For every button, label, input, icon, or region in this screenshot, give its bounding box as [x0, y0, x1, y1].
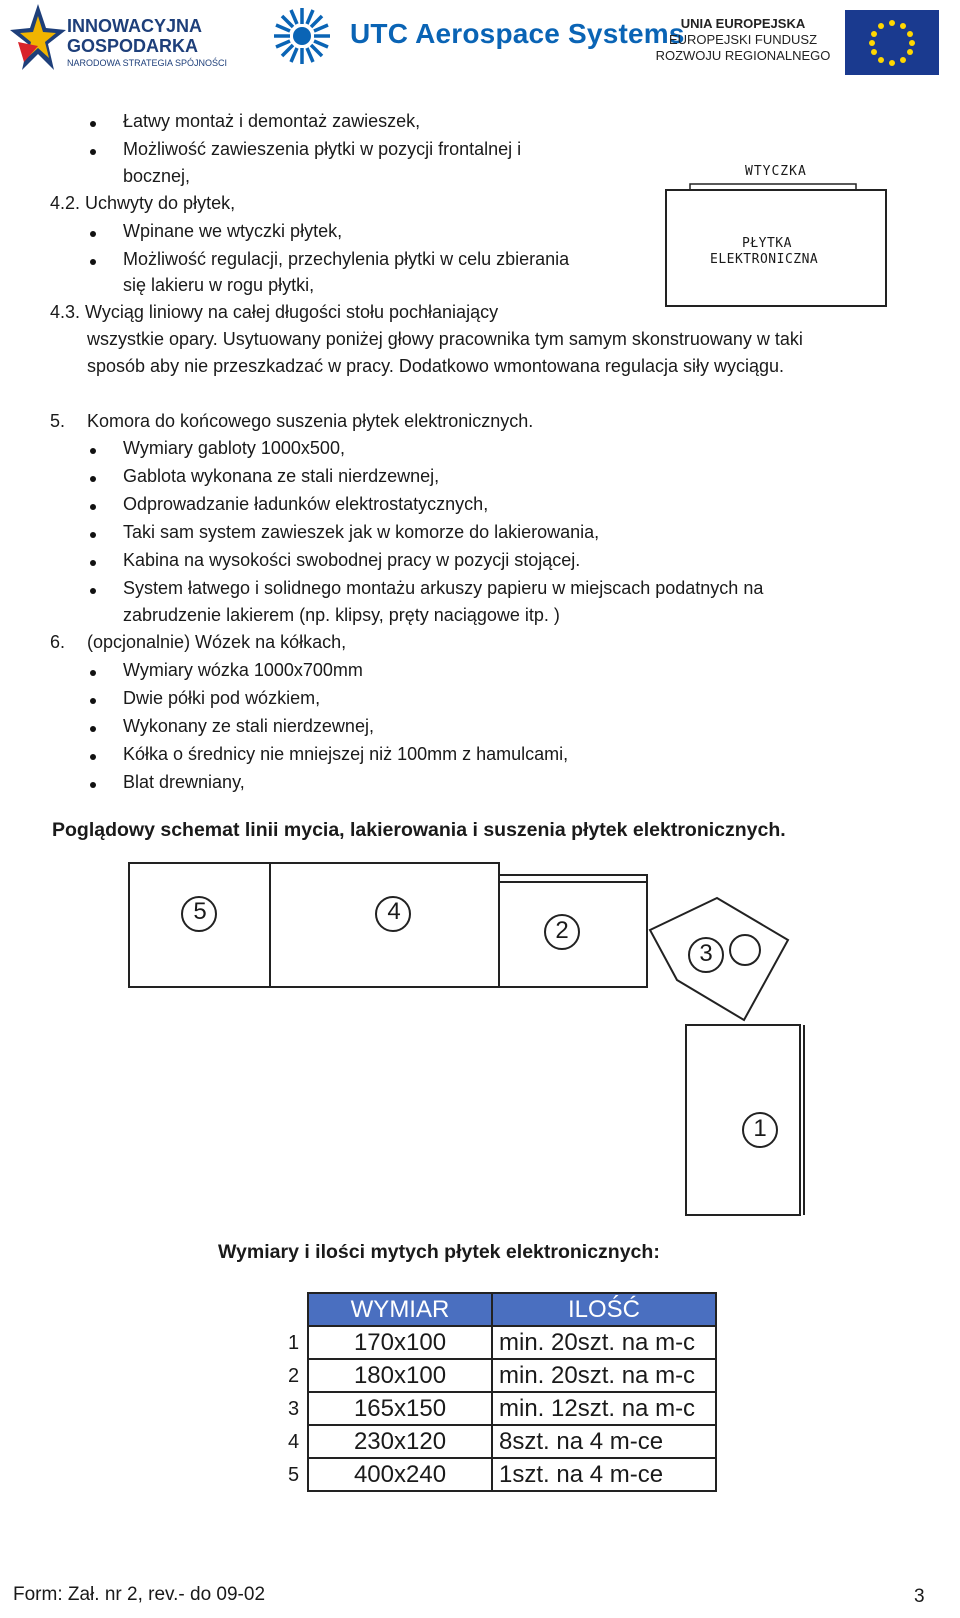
list-item: Wymiary gabloty 1000x500, [123, 438, 345, 458]
row-number: 1 [288, 1332, 300, 1354]
bullet-icon [90, 754, 96, 760]
schema-label-1: 1 [753, 1115, 767, 1142]
eu-logo-text [648, 16, 838, 64]
bullet-icon [90, 588, 96, 594]
logo-line-3: NARODOWA STRATEGIA SPÓJNOŚCI [67, 58, 228, 68]
plug-label: WTYCZKA [745, 164, 807, 179]
line-schema-diagram [120, 855, 820, 1225]
schema-title: Poglądowy schemat linii mycia, lakierowania i suszenia płytek elektronicznych. [52, 819, 786, 841]
cell-size: 230x120 [308, 1425, 492, 1458]
table-title: Wymiary i ilości mytych płytek elektronicznych: [218, 1241, 660, 1263]
list-item: Możliwość regulacji, przechylenia płytki w celu zbierania [123, 249, 570, 269]
list-item-continued: się lakieru w rogu płytki, [123, 275, 315, 295]
cell-qty: min. 20szt. na m-c [492, 1359, 716, 1392]
bullet-icon [90, 504, 96, 510]
schema-label-3: 3 [699, 940, 713, 967]
cell-size: 400x240 [308, 1458, 492, 1491]
table-row [308, 1458, 716, 1491]
list-item: Blat drewniany, [123, 772, 245, 792]
list-item: Gablota wykonana ze stali nierdzewnej, [123, 466, 440, 486]
row-number: 2 [288, 1365, 300, 1387]
list-item: System łatwego i solidnego montażu arkuszy papieru w miejscach podatnych na [123, 578, 764, 598]
innowacyjna-gospodarka-logo [5, 0, 235, 78]
bullet-icon [90, 149, 96, 155]
eu-line-3: ROZWOJU REGIONALNEGO [655, 48, 831, 63]
schema-label-5: 5 [193, 898, 207, 925]
bullet-icon [90, 670, 96, 676]
list-item: Taki sam system zawieszek jak w komorze do lakierowania, [123, 522, 600, 542]
list-item-continued: zabrudzenie lakierem (np. klipsy, pręty naciągowe itp. ) [123, 605, 560, 625]
cell-size: 180x100 [308, 1359, 492, 1392]
plate-label-2: ELEKTRONICZNA [710, 252, 819, 267]
list-item: Wymiary wózka 1000x700mm [123, 660, 363, 680]
eu-flag-icon [845, 10, 939, 75]
section-6-number: 6. [50, 632, 66, 652]
list-item: Kabina na wysokości swobodnej pracy w pozycji stojącej. [123, 550, 581, 570]
list-item: Łatwy montaż i demontaż zawieszek, [123, 111, 421, 131]
row-number: 4 [288, 1431, 300, 1453]
list-item: Dwie półki pod wózkiem, [123, 688, 321, 708]
star-logo-icon [8, 2, 68, 74]
bullet-icon [90, 726, 96, 732]
section-5-title: Komora do końcowego suszenia płytek elektronicznych. [87, 411, 534, 431]
list-item: Wykonany ze stali nierdzewnej, [123, 716, 374, 736]
plate-label-1: PŁYTKA [742, 236, 792, 251]
plate-plug-diagram [660, 160, 892, 310]
section-5-number: 5. [50, 411, 66, 431]
header-qty: ILOŚĆ [492, 1293, 716, 1326]
schema-label-2: 2 [555, 917, 569, 944]
list-item: Odprowadzanie ładunków elektrostatycznych, [123, 494, 489, 514]
page-number: 3 [914, 1586, 925, 1607]
cell-size: 170x100 [308, 1326, 492, 1359]
bullet-icon [90, 448, 96, 454]
cell-qty: min. 20szt. na m-c [492, 1326, 716, 1359]
cell-size: 165x150 [308, 1392, 492, 1425]
logo-line-1: INNOWACYJNA [67, 16, 203, 36]
bullet-icon [90, 259, 96, 265]
section-4-3-line2: wszystkie opary. Usytuowany poniżej głowy pracownika tym samym skonstruowany w taki [87, 329, 803, 349]
table-header-row [308, 1293, 716, 1326]
header-size: WYMIAR [308, 1293, 492, 1326]
list-item: Wpinane we wtyczki płytek, [123, 221, 343, 241]
section-6-title: (opcjonalnie) Wózek na kółkach, [87, 632, 347, 652]
table-row [308, 1392, 716, 1425]
list-item: Możliwość zawieszenia płytki w pozycji frontalnej i [123, 139, 522, 159]
cell-qty: min. 12szt. na m-c [492, 1392, 716, 1425]
section-4-3-line3: sposób aby nie przeszkadzać w pracy. Dodatkowo wmontowana regulacja siły wyciągu. [87, 356, 785, 376]
dimensions-table [307, 1292, 717, 1492]
bullet-icon [90, 121, 96, 127]
bullet-icon [90, 698, 96, 704]
bullet-icon [90, 476, 96, 482]
logo-line-2: GOSPODARKA [67, 36, 199, 56]
list-item: Kółka o średnicy nie mniejszej niż 100mm z hamulcami, [123, 744, 569, 764]
section-4-3: 4.3. Wyciąg liniowy na całej długości stołu pochłaniający [50, 302, 499, 322]
eu-line-1: UNIA EUROPEJSKA [680, 16, 806, 31]
schema-label-4: 4 [387, 898, 401, 925]
row-number: 3 [288, 1398, 300, 1420]
table-row [308, 1425, 716, 1458]
utc-wheel-icon [272, 6, 332, 66]
list-item-continued: bocznej, [123, 166, 191, 186]
row-number: 5 [288, 1464, 300, 1486]
section-4-2: 4.2. Uchwyty do płytek, [50, 193, 236, 213]
eu-line-2: EUROPEJSKI FUNDUSZ [668, 32, 818, 47]
bullet-icon [90, 560, 96, 566]
footer-form-text: Form: Zał. nr 2, rev.- do 09-02 [13, 1584, 266, 1605]
cell-qty: 1szt. na 4 m-ce [492, 1458, 716, 1491]
utc-logo [272, 6, 332, 71]
table-row [308, 1359, 716, 1392]
table-row [308, 1326, 716, 1359]
bullet-icon [90, 782, 96, 788]
bullet-icon [90, 231, 96, 237]
bullet-icon [90, 532, 96, 538]
cell-qty: 8szt. na 4 m-ce [492, 1425, 716, 1458]
utc-logo-text: UTC Aerospace Systems [350, 18, 685, 49]
